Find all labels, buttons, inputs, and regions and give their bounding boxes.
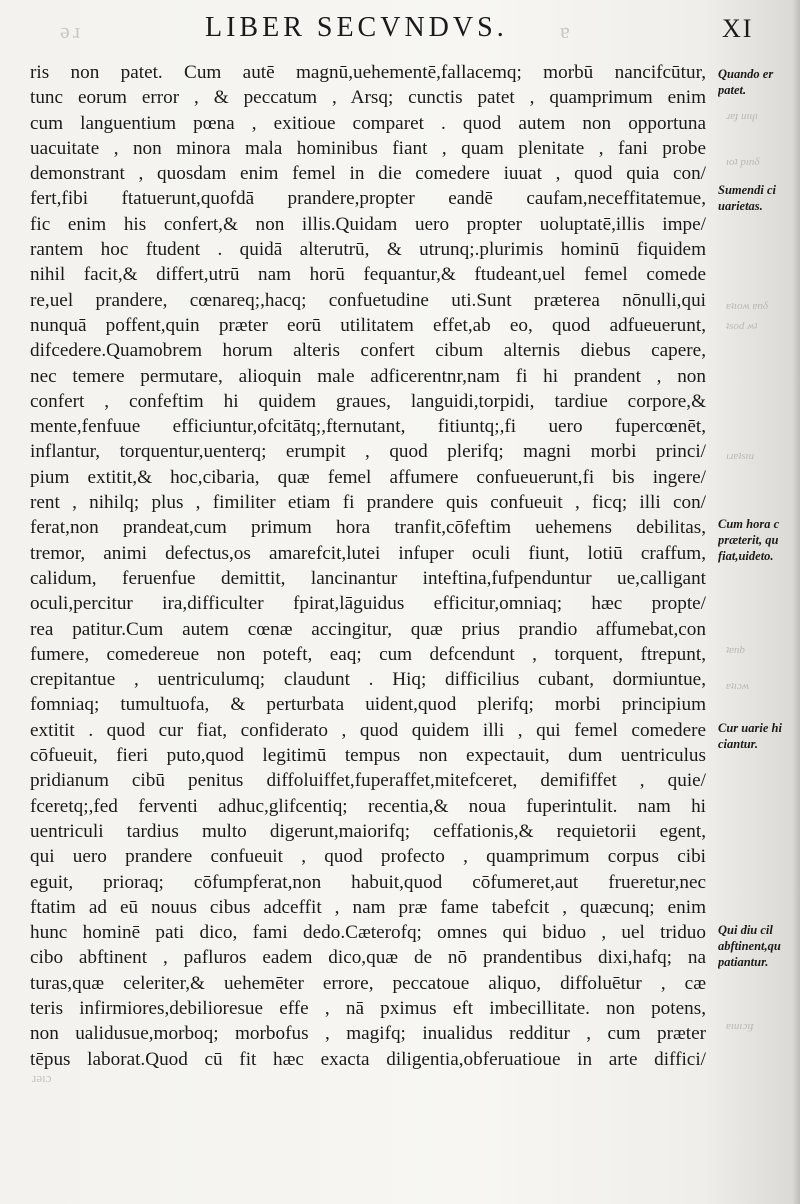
text-line: tremor, animi defectus,os amarefcit,lutei infuper oculi fiunt, lotiū craffum, bbox=[30, 542, 706, 564]
bleed-through-text: ɹɐɟ uıɥı bbox=[726, 110, 759, 122]
margin-note-line: ciantur. bbox=[718, 737, 758, 751]
text-line: fert,fibi ftatuerunt,quofdā prandere,propter eandē caufam,neceffitatemue, bbox=[30, 188, 706, 210]
text-line: rantem hoc ftudent . quidā alterutrū, & utrunq;.plurimis hominū fiquidem bbox=[30, 239, 706, 261]
text-line: qui uero prandere confueuit , quod profecto , quamprimum corpus cibi bbox=[30, 846, 706, 868]
text-line: rea patitur.Cum autem cœnæ accingitur, quæ prius prandio affumebat,con bbox=[30, 618, 706, 640]
bleed-through-text: ɐʇıoʍ ɐnδ bbox=[726, 300, 769, 312]
margin-note-line: Sumendi ci bbox=[718, 183, 776, 197]
margin-note-line: præterit, qu bbox=[718, 533, 779, 547]
bleed-through-text: ɐ bbox=[560, 18, 573, 43]
margin-note bbox=[718, 182, 800, 214]
text-line: rent , nihilq; plus , fimiliter etiam fi prandere quis confueuit , ficq; illi con/ bbox=[30, 492, 706, 514]
text-line: eguit, prioraq; cōfumpferat,non habuit,quod cōfumeret,aut frueretur,nec bbox=[30, 871, 706, 893]
margin-note bbox=[718, 720, 800, 752]
text-line: hunc hominē pati dico, fami dedo.Cæterofq; omnes qui biduo , uel triduo bbox=[30, 922, 706, 944]
text-line: tunc eorum error , & peccatum , Arsq; cunctis patet , quamprimum enim bbox=[30, 87, 706, 109]
text-line: pridianum cibū penitus diffoluiffet,fuperaffet,mitefceret, demififfet , quie/ bbox=[30, 770, 706, 792]
text-line: nunquā poffent,quin præter eorū utilitatem effet,ab eo, quod adfueuerunt, bbox=[30, 314, 706, 336]
text-line: turas,quæ celeriter,& uehemēter errore, peccatoue aliquo, diffoluētur , cæ bbox=[30, 972, 706, 994]
page-header bbox=[0, 12, 800, 48]
bleed-through-text: ɹǝıɔ bbox=[32, 1070, 52, 1085]
bleed-through-text: ʇɐnb bbox=[726, 644, 745, 656]
margin-note-line: Qui diu cil bbox=[718, 923, 773, 937]
margin-note bbox=[718, 66, 800, 98]
text-line: extitit . quod cur fiat, confiderato , quod quidem illi , qui femel comedere bbox=[30, 719, 706, 741]
text-line: difcedere.Quamobrem horum alteris confert cibum alternis diebus capere, bbox=[30, 340, 706, 362]
text-line: ferat,non prandeat,cum primum hora tranfit,cōfeftim uehemens debilitas, bbox=[30, 517, 706, 539]
margin-notes-column bbox=[712, 60, 800, 1160]
bleed-through-text: ɐıuıɔıɟ bbox=[726, 1020, 754, 1032]
bleed-through-text: ʇsod ʍʇ bbox=[726, 320, 758, 332]
margin-note bbox=[718, 516, 800, 564]
text-line: teris infirmiores,debilioresue effe , nā pximus eft imbecillitate. non potens, bbox=[30, 997, 706, 1019]
text-line: uacuitate , non minora mala hominibus fiant , quam plenitate , fani probe bbox=[30, 137, 706, 159]
text-line: fomniaq; tumultuofa, & perturbata uident,quod plerifq; morbi principium bbox=[30, 694, 706, 716]
text-line: inflantur, torquentur,uenterq; erumpit , quod plerifq; magni morbi princi/ bbox=[30, 441, 706, 463]
main-text-block bbox=[30, 60, 706, 1072]
text-line: cibo abftinent , pafluros eadem dico,quæ de nō prandentibus dixi,hafq; na bbox=[30, 947, 706, 969]
margin-note-line: abftinent,qu bbox=[718, 939, 781, 953]
text-line: tēpus laborat.Quod cū fit hæc exacta diligentia,obferuatioue in arte diffici/ bbox=[30, 1048, 706, 1070]
margin-note-line: Cum hora c bbox=[718, 517, 780, 531]
text-line: mente,fenfuue efficiuntur,ofcitātq;,fternutant, fitiuntq;,fi uero fupercœnēt, bbox=[30, 416, 706, 438]
text-line: re,uel prandere, cœnareq;,hacq; confuetudine uti.Sunt præterea nōnulli,qui bbox=[30, 289, 706, 311]
text-line: crepitantue , uentriculumq; claudunt . Hiq; difficilius cubant, dormiuntue, bbox=[30, 669, 706, 691]
text-line: cum languentium pœna , exitioue comparet . quod autem non opportuna bbox=[30, 112, 706, 134]
margin-note-line: uarietas. bbox=[718, 199, 763, 213]
text-line: cōfueuit, fieri puto,quod legitimū tempus non expectauit, dum uentriculus bbox=[30, 745, 706, 767]
text-line: oculi,percitur ira,difficulter fpirat,lāguidus efficitur,omniaq; hæc propte/ bbox=[30, 593, 706, 615]
text-line: pium extitit,& hoc,cibaria, quæ femel affumere confueuerunt,fi bis ingere/ bbox=[30, 466, 706, 488]
text-line: demonstrant , quosdam enim femel in die comedere iuuat , quod quia con/ bbox=[30, 163, 706, 185]
text-line: fic enim his confert,& non illis.Quidam uero propter uoluptatē,illis impe/ bbox=[30, 213, 706, 235]
text-line: nec temere permutare, alioquin male adficerentnr,nam fi hi prandent , non bbox=[30, 365, 706, 387]
bleed-through-text: ɐʇıɔʍ bbox=[726, 680, 750, 692]
margin-note-line: fiat,uideto. bbox=[718, 549, 774, 563]
text-line: confert , confeftim hi quidem graues, languidi,torpidi, tardiue corpore,& bbox=[30, 390, 706, 412]
text-line: ftatim ad eū nouus cibus adceffit , nam præ fame tabefcit , quæcunq; enim bbox=[30, 896, 706, 918]
margin-note-line: patet. bbox=[718, 83, 747, 97]
folio-number: XI bbox=[722, 14, 754, 43]
page-edge-shadow bbox=[792, 0, 800, 1204]
text-line: ris non patet. Cum autē magnū,uehementē,fallacemq; morbū nancifcūtur, bbox=[30, 62, 706, 83]
text-line: calidum, feruenfue demittit, lancinantur inteftina,fufpenduntur ue,calligant bbox=[30, 567, 706, 589]
margin-note-line: Cur uarie hi bbox=[718, 721, 782, 735]
text-line: fumere, comedereue non poteft, eaq; cum defcendunt , torquent, ftrepunt, bbox=[30, 643, 706, 665]
text-line: fceretq;,fed ferventi adhuc,glifcentiq; recentia,& noua fuperintulit. nam hi bbox=[30, 795, 706, 817]
bleed-through-text: ǝɹ bbox=[60, 18, 84, 43]
bleed-through-text: ıoʇ pınδ bbox=[726, 156, 760, 168]
running-title: LIBER SECVNDVS. bbox=[205, 12, 508, 43]
margin-note-line: patiantur. bbox=[718, 955, 769, 969]
text-line: uentriculi tardius multo digerunt,maiorifq; ceffationis,& requietorii egent, bbox=[30, 820, 706, 842]
bleed-through-text: ıɹɐʇsıu bbox=[726, 450, 755, 462]
text-line: nihil facit,& differt,utrū nam horū fequantur,& ftudeant,uel femel comede bbox=[30, 264, 706, 286]
margin-note-line: Quando er bbox=[718, 67, 774, 81]
text-line: non ualidusue,morboq; morbofus , magifq; inualidus redditur , cum præter bbox=[30, 1023, 706, 1045]
margin-note bbox=[718, 922, 800, 970]
